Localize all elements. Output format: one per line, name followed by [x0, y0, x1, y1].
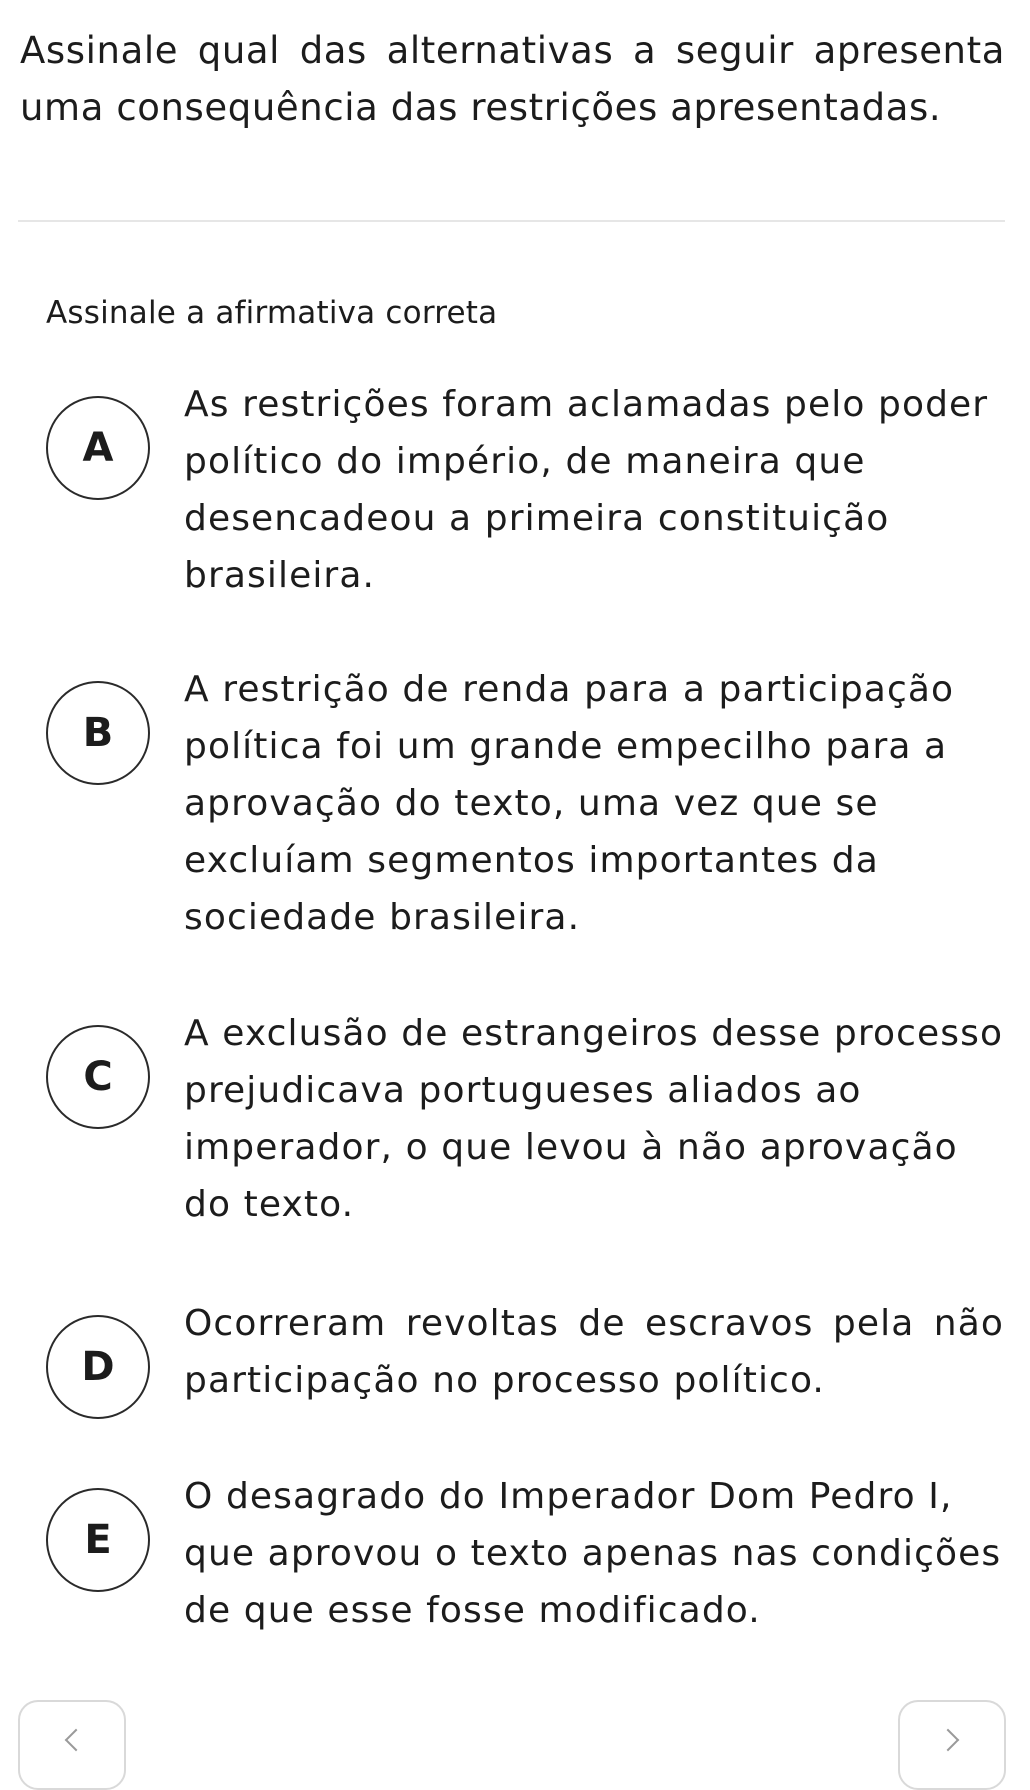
chevron-left-icon	[65, 1729, 88, 1752]
option-e-text: O desagrado do Imperador Dom Pedro I, que aprovou o texto apenas nas condições de que esse fosse modificado.	[184, 1476, 1002, 1631]
chevron-right-icon	[937, 1729, 960, 1752]
option-b-text: A restrição de renda para a participação política foi um grande empecilho para a aprovação do texto, uma vez que se excluíam segmentos importantes da sociedade brasileira.	[184, 669, 955, 938]
divider	[18, 220, 1005, 222]
next-button[interactable]	[898, 1700, 1006, 1790]
option-e-letter-badge[interactable]: E	[46, 1488, 150, 1592]
option-d-letter-badge[interactable]: D	[46, 1315, 150, 1419]
previous-button[interactable]	[18, 1700, 126, 1790]
option-c-letter-badge[interactable]: C	[46, 1025, 150, 1129]
option-a-letter-badge[interactable]: A	[46, 396, 150, 500]
instruction-text: Assinale a afirmativa correta	[46, 295, 498, 331]
option-b-letter-badge[interactable]: B	[46, 681, 150, 785]
option-d-text: Ocorreram revoltas de escravos pela não participação no processo político.	[184, 1303, 1004, 1401]
option-a-text: As restrições foram aclamadas pelo poder político do império, de maneira que desencadeou a primeira constituição brasileira.	[184, 384, 989, 596]
question-text: Assinale qual das alternativas a seguir apresenta uma consequência das restrições apresentadas.	[20, 29, 1005, 129]
option-c-text: A exclusão de estrangeiros desse processo prejudicava portugueses aliados ao imperador, o que levou à não aprovação do texto.	[184, 1013, 1004, 1225]
